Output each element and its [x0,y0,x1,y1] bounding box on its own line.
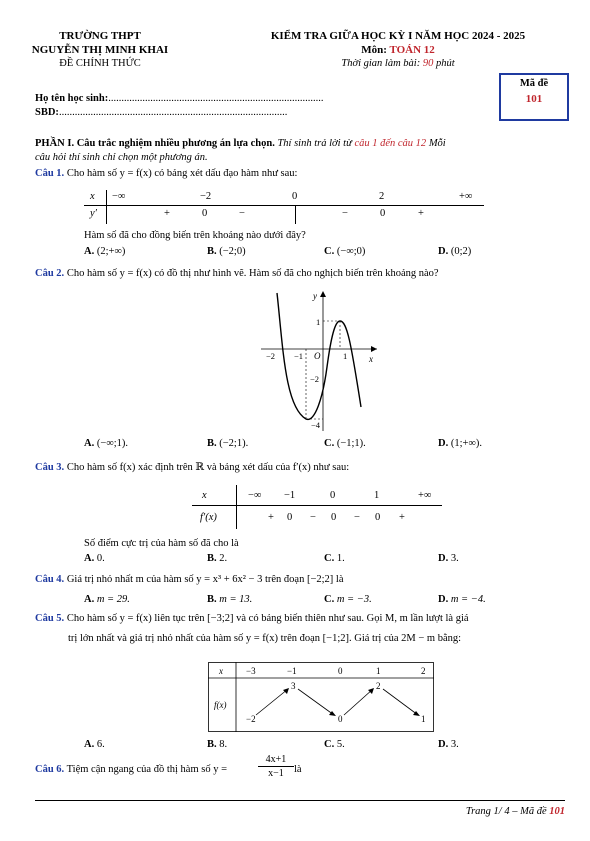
q1-label: Câu 1. [35,168,65,179]
q4-option-b-letter: B. [207,594,217,605]
q5-x-1: −1 [287,666,297,676]
q1-x-3: 2 [379,191,385,202]
q6-stem [35,764,227,775]
q5-option-d-value: 3. [450,739,459,750]
q1-s-5: 0 [380,208,386,219]
q4-option-b[interactable] [207,594,252,605]
q5-option-a[interactable] [84,739,105,750]
q3-x-1: −1 [284,490,296,501]
part1-instr1: Thí sinh trả lời từ [274,138,355,149]
q3-option-c-value: 1. [336,553,345,564]
q5-option-c[interactable] [324,739,345,750]
q1-option-d-letter: D. [438,246,449,257]
q4-option-d[interactable] [438,594,486,605]
q6-label: Câu 6. [35,764,65,775]
q3-text: Cho hàm số f(x) xác định trên ℝ và bảng xét dấu của f′(x) như sau: [64,462,350,473]
q3-s-5: 0 [375,512,381,523]
official-label: ĐỀ CHÍNH THỨC [59,58,141,69]
q5-variation-table [208,662,434,732]
q2-text: Cho hàm số y = f(x) có đồ thị như hình vẽ. Hàm số đã cho nghịch biến trên khoảng nào? [64,268,439,279]
sbd-dots: ....................................................................................... [58,107,288,118]
footer-code: 101 [549,806,565,817]
q3-option-a-value: 0. [96,553,105,564]
q2-tick-x1: 1 [343,351,348,361]
q5-val-2: 0 [338,714,343,724]
q3-option-d[interactable] [438,553,459,564]
q5-option-b[interactable] [207,739,227,750]
q1-option-b-value: (−2;0) [219,246,246,257]
q1-x-0: −∞ [112,191,126,202]
q2-option-a-letter: A. [84,438,95,449]
q5-arrow-up-1 [256,689,288,715]
q5-val-4: 1 [421,714,426,724]
q1-s-0: + [164,208,170,219]
q4-option-c-value: m = −3. [336,594,372,605]
q3-row1-head: x [202,490,207,501]
q5-option-b-letter: B. [207,739,217,750]
q5-row1-head: x [219,666,223,676]
q5-x-4: 2 [421,666,426,676]
q2-option-b-value: (−2;1). [219,438,249,449]
q5-option-c-letter: C. [324,739,335,750]
q5-val-0: −2 [246,714,256,724]
q5-row2-head: f(x) [214,700,227,710]
q1-question: Hàm số đã cho đồng biến trên khoảng nào dưới đây? [84,230,306,241]
q1-option-b-letter: B. [207,246,217,257]
q3-option-c-letter: C. [324,553,335,564]
q3-s-2: − [310,512,316,523]
q2-option-c-letter: C. [324,438,335,449]
q5-val-1: 3 [291,681,296,691]
q1-option-b[interactable] [207,246,246,257]
subject-label: Môn: [361,44,390,56]
q5-arrow-down-2 [383,689,418,715]
q4-option-d-value: m = −4. [450,594,486,605]
q3-option-a[interactable] [84,553,105,564]
q1-s-1: 0 [202,208,208,219]
q2-tick-y1: 1 [316,317,321,327]
q1-row1-head: x [90,191,95,202]
q6-text: Tiệm cận ngang của đồ thị hàm số y = [64,764,228,775]
q5-option-a-letter: A. [84,739,95,750]
q3-s-4: − [354,512,360,523]
q4-option-b-value: m = 13. [219,594,253,605]
q3-option-b[interactable] [207,553,227,564]
q1-option-d[interactable] [438,246,471,257]
q2-stem [35,268,575,279]
q1-s-2: − [239,208,245,219]
q3-label: Câu 3. [35,462,65,473]
q1-option-a[interactable] [84,246,125,257]
q3-sign-table [192,485,442,529]
q3-x-2: 0 [330,490,336,501]
q5-x-3: 1 [376,666,381,676]
q5-option-c-value: 5. [336,739,345,750]
q2-tick-yneg4: −4 [311,420,321,430]
q5-x-2: 0 [338,666,343,676]
q3-x-4: +∞ [418,490,432,501]
q4-option-c[interactable] [324,594,372,605]
q1-s-6: + [418,208,424,219]
q1-option-c-value: (−∞;0) [336,246,366,257]
q5-arrow-down-1 [298,689,334,715]
footer-page-label: Trang 1/ 4 – Mã đề [465,806,550,817]
q5-option-b-value: 8. [219,739,228,750]
q3-option-d-letter: D. [438,553,449,564]
school-name-line2: NGUYỄN THỊ MINH KHAI [31,44,169,56]
q1-stem [35,168,297,179]
q3-x-0: −∞ [248,490,262,501]
sbd-label: SBD: [35,107,59,118]
q5-label: Câu 5. [35,613,65,624]
part1-instr-line2: câu hỏi thí sinh chỉ chọn một phương án. [35,152,208,163]
student-name-field[interactable] [35,93,323,104]
q5-option-d-letter: D. [438,739,449,750]
q1-option-d-value: (0;2) [450,246,472,257]
sbd-field[interactable] [35,107,287,118]
q2-tick-neg1: −1 [294,351,304,361]
q4-option-a[interactable] [84,594,130,605]
q6-numerator: 4x+1 [258,754,294,767]
footer-page-info [400,806,565,817]
q1-x-1: −2 [200,191,212,202]
q1-sign-table [84,190,484,224]
q5-option-d[interactable] [438,739,459,750]
q5-text: Cho hàm số y = f(x) liên tục trên [−3;2] và có bảng biến thiên như sau. Gọi M, m lần lượt là giá [64,613,469,624]
q1-row2-head: y′ [90,208,97,219]
q2-option-a[interactable] [84,438,128,449]
q4-option-c-letter: C. [324,594,335,605]
time-value: 90 [422,58,434,69]
q2-label: Câu 2. [35,268,65,279]
q6-denominator: x−1 [268,768,284,779]
q3-x-3: 1 [374,490,380,501]
q1-option-a-letter: A. [84,246,95,257]
q6-after: là [294,764,302,775]
exam-title: KIỂM TRA GIỮA HỌC KỲ I NĂM HỌC 2024 - 2025 [270,30,526,42]
q2-option-d-letter: D. [438,438,449,449]
q3-option-a-letter: A. [84,553,95,564]
q3-s-1: 0 [287,512,293,523]
exam-code-box [499,73,569,121]
exam-code-label: Mã đề [519,78,549,89]
q1-text: Cho hàm số y = f(x) có bảng xét dấu đạo hàm như sau: [64,168,298,179]
q4-option-d-letter: D. [438,594,449,605]
q2-tick-yneg2: −2 [310,374,320,384]
time-line [238,58,558,69]
q2-tick-neg2: −2 [266,351,276,361]
exam-code-value: 101 [525,93,543,105]
q5-val-3: 2 [376,681,381,691]
time-label: Thời gian làm bài: [341,58,423,69]
q4-option-a-letter: A. [84,594,95,605]
q3-row2-head: f′(x) [200,512,217,523]
q1-x-2: 0 [292,191,298,202]
q1-option-c[interactable] [324,246,365,257]
q2-option-b-letter: B. [207,438,217,449]
footer-divider [35,800,565,801]
q1-s-4: − [342,208,348,219]
part1-title: PHẦN I. Câu trắc nghiệm nhiều phương án lựa chọn. [35,138,275,149]
q2-option-b[interactable] [207,438,248,449]
part1-instr-range: câu 1 đến câu 12 [354,138,427,149]
q4-option-a-value: m = 29. [96,594,130,605]
q2-y-label: y [313,291,317,301]
student-name-dots: .................................................................................. [108,93,324,104]
q1-s-3 [295,206,296,224]
q3-question: Số điểm cực trị của hàm số đã cho là [84,538,239,549]
q6-fraction [258,754,294,779]
q2-x-label: x [369,354,373,364]
q5-text-line2: trị lớn nhất và giá trị nhỏ nhất của hàm số y = f(x) trên đoạn [−1;2]. Giá trị của 2M − m bằng: [68,633,462,644]
subject-line [238,44,558,56]
q3-option-c[interactable] [324,553,345,564]
q4-label: Câu 4. [35,574,65,585]
school-name-line1: TRƯỜNG THPT [59,30,141,42]
q2-option-d-value: (1;+∞). [450,438,483,449]
time-unit: phút [433,58,455,69]
q5-x-0: −3 [246,666,256,676]
q3-option-b-letter: B. [207,553,217,564]
part1-heading [35,138,565,149]
q5-option-a-value: 6. [96,739,105,750]
q3-option-d-value: 3. [450,553,459,564]
q3-s-6: + [399,512,405,523]
q2-option-c[interactable] [324,438,366,449]
q2-graph [255,287,385,435]
student-name-label: Họ tên học sinh: [35,93,109,104]
q4-text: Giá trị nhỏ nhất m của hàm số y = x³ + 6x² − 3 trên đoạn [−2;2] là [64,574,344,585]
q4-stem [35,574,575,585]
q1-x-4: +∞ [459,191,473,202]
q2-option-a-value: (−∞;1). [96,438,129,449]
q5-stem [35,613,575,624]
part1-instr2: Mỗi [426,138,446,149]
subject-value: TOÁN 12 [389,44,435,56]
q2-origin: O [314,351,321,361]
q3-option-b-value: 2. [219,553,228,564]
q2-option-c-value: (−1;1). [336,438,366,449]
q3-stem [35,461,575,473]
q1-option-a-value: (2;+∞) [96,246,126,257]
q3-s-3: 0 [331,512,337,523]
q2-option-d[interactable] [438,438,482,449]
q1-option-c-letter: C. [324,246,335,257]
q3-s-0: + [268,512,274,523]
q5-arrow-up-2 [344,689,373,715]
